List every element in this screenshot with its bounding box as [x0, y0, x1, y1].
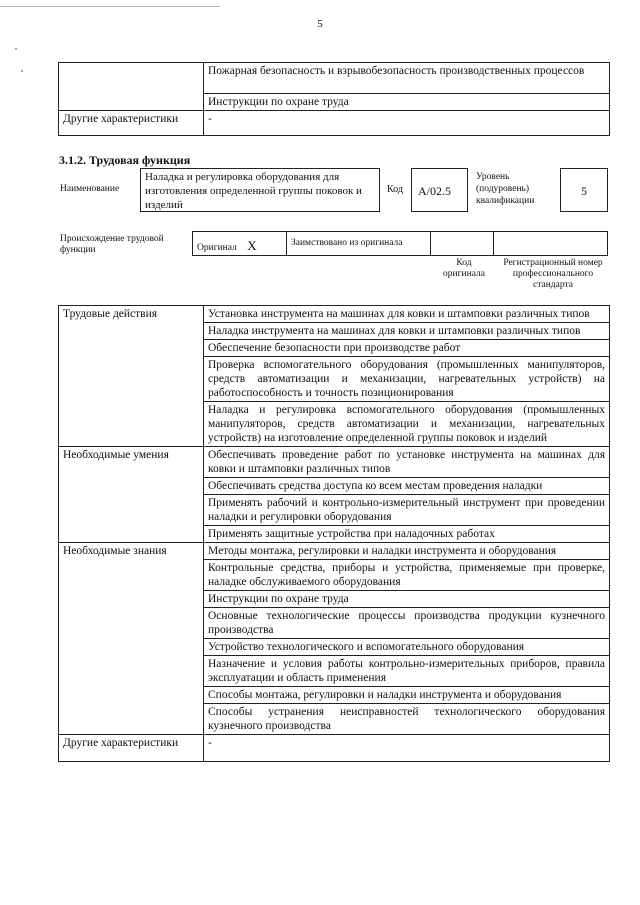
- origin-label: Происхождение трудовой функции: [60, 234, 164, 255]
- origin-reg-cell: [493, 231, 608, 256]
- table-cell: Применять рабочий и контрольно-измерительный инструмент при проведении наладки и регулировки оборудования: [204, 495, 610, 526]
- code-value: А/02.5: [411, 168, 468, 212]
- origin-reg-caption: Регистрационный номер профессионального стандарта: [503, 258, 603, 290]
- section-label-other: Другие характеристики: [59, 735, 204, 762]
- table-cell: Проверка вспомогательного оборудования (промышленных манипуляторов, средств автоматизации и механизации, нагревательных устройств) на работоспособность и точность позиционирования: [204, 357, 610, 402]
- scan-speck: [21, 70, 23, 72]
- table-cell: Наладка и регулировка вспомогательного оборудования (промышленных манипуляторов, средств автоматизации и механизации, нагревательных устройств) на изготовление определенной группы поковок и изделий: [204, 402, 610, 447]
- section-label-actions: Трудовые действия: [59, 306, 204, 447]
- top-table-item: Инструкции по охране труда: [204, 94, 610, 111]
- section-label-knowledge: Необходимые знания: [59, 543, 204, 735]
- table-cell: Инструкции по охране труда: [204, 591, 610, 608]
- origin-original-cell: [192, 231, 287, 256]
- level-value: 5: [560, 168, 608, 212]
- page-number: 5: [317, 18, 323, 30]
- origin-borrowed-cell: Заимствовано из оригинала: [286, 231, 431, 256]
- origin-row: [193, 231, 608, 256]
- function-table: [58, 305, 610, 762]
- top-table: [58, 62, 610, 136]
- table-cell: Основные технологические процессы производства продукции кузнечного производства: [204, 608, 610, 639]
- origin-code-cell: [430, 231, 494, 256]
- table-cell: Способы монтажа, регулировки и наладки инструмента и оборудования: [204, 687, 610, 704]
- table-cell: Обеспечивать средства доступа ко всем местам проведения наладки: [204, 478, 610, 495]
- origin-code-caption: Код оригинала: [443, 258, 485, 279]
- table-cell: Способы устранения неисправностей технологического оборудования кузнечного производства: [204, 704, 610, 735]
- name-label: Наименование: [60, 184, 120, 194]
- scan-edge-mark: [0, 6, 220, 7]
- origin-original-label: Оригинал: [197, 243, 237, 253]
- table-cell: -: [204, 735, 610, 762]
- table-cell: Методы монтажа, регулировки и наладки инструмента и оборудования: [204, 543, 610, 560]
- table-cell: Обеспечение безопасности при производстве работ: [204, 340, 610, 357]
- code-label: Код: [387, 184, 403, 195]
- section-label-skills: Необходимые умения: [59, 447, 204, 543]
- table-cell: Обеспечивать проведение работ по установке инструмента на машинах для ковки и штамповки различных типов: [204, 447, 610, 478]
- name-value: Наладка и регулировка оборудования для изготовления определенной группы поковок и изделий: [140, 168, 380, 212]
- table-cell: Применять защитные устройства при наладочных работах: [204, 526, 610, 543]
- table-cell: Установка инструмента на машинах для ковки и штамповки различных типов: [204, 306, 610, 323]
- top-table-item: -: [204, 111, 610, 136]
- table-cell: Контрольные средства, приборы и устройства, применяемые при проверке, наладке обслуживаемого оборудования: [204, 560, 610, 591]
- table-cell: Назначение и условия работы контрольно-измерительных приборов, правила эксплуатации и область применения: [204, 656, 610, 687]
- top-table-label: Другие характеристики: [59, 111, 204, 136]
- table-cell: Устройство технологического и вспомогательного оборудования: [204, 639, 610, 656]
- level-label: Уровень (подуровень) квалификации: [476, 172, 535, 206]
- origin-original-mark: X: [247, 238, 257, 253]
- table-cell: Наладка инструмента на машинах для ковки и штамповки различных типов: [204, 323, 610, 340]
- function-heading: 3.1.2. Трудовая функция: [59, 153, 191, 167]
- scan-speck: [15, 48, 17, 50]
- top-table-item: Пожарная безопасность и взрывобезопасность производственных процессов: [204, 63, 610, 94]
- top-table-label-empty: [59, 63, 204, 111]
